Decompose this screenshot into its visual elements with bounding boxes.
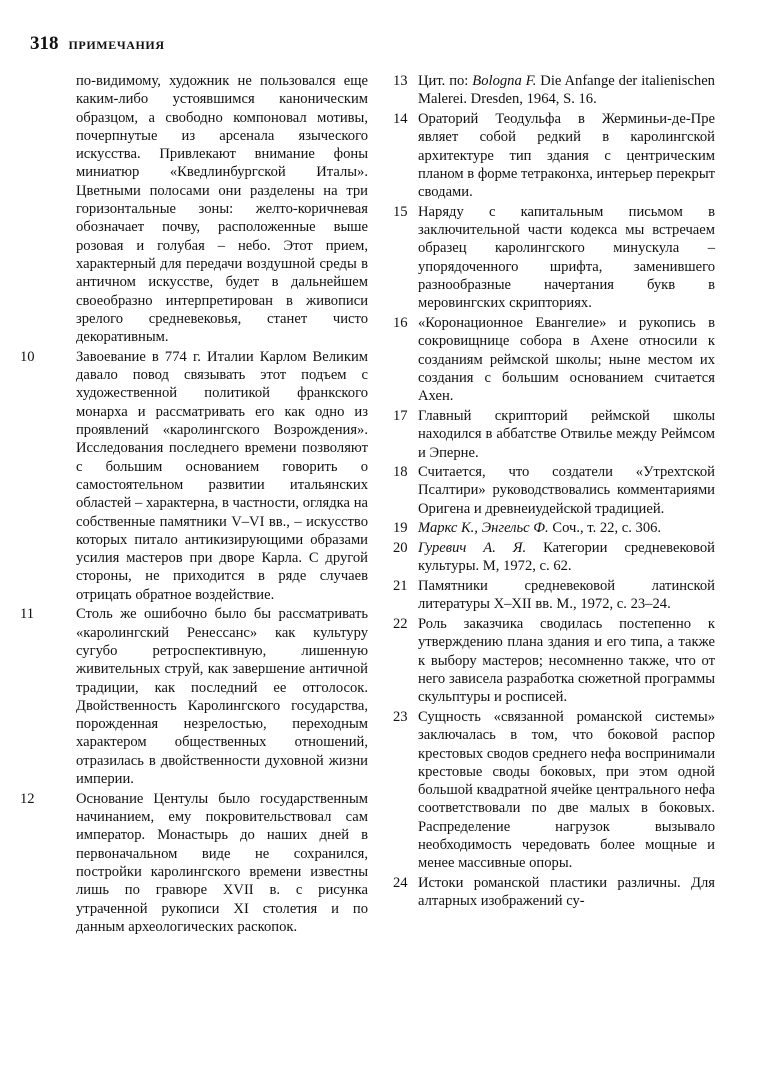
note-18 (393, 463, 715, 518)
note-17 (393, 407, 715, 462)
note-22 (393, 615, 715, 706)
note-text: Завоевание в 774 г. Италии Карлом Великим давало повод связывать этот подъем с художественной политикой франкского монарха и рассматривать его как одно из проявлений «каролингского Возрождения». Исследования последнего времени позволяют с большим основанием говорить о самостоятельном развитии итальянских областей – характерна, в частности, оглядка на собственные памятники V–VI вв., – искусство которых питало антикизирующими образами усилия мастеров при дворе Карла. С другой стороны, не приходится в ряде случаев отрицать обратное воздействие. (76, 348, 368, 603)
note-text: Гуревич А. Я. Категории средневековой культуры. М, 1972, с. 62. (418, 540, 715, 575)
note-number: 16 (393, 315, 408, 332)
note-20 (393, 539, 715, 576)
note-text: Считается, что создатели «Утрехтской Псалтири» руководствовались комментариями Оригена и древнеиудейской традицией. (418, 464, 715, 517)
note-author: Маркс К., Энгельс Ф. (418, 520, 549, 537)
note-text: Роль заказчика сводилась постепенно к утверждению плана здания и его типа, а также к выбору мастеров; несомненно также, что от него зависела разработка сюжетной программы скульптуры и росписей. (418, 616, 715, 706)
note-author: Bologna F. (472, 73, 537, 89)
note-12 (22, 790, 368, 936)
note-text: Цит. по: Bologna F. Die Anfange der italienischen Malerei. Dresden, 1964, S. 16. (418, 73, 715, 108)
note-number: 18 (393, 464, 408, 481)
right-column (393, 72, 715, 912)
left-column (22, 72, 368, 938)
note-16 (393, 314, 715, 405)
note-text: «Коронационное Евангелие» и рукопись в сокровищнице собора в Ахене относили к созданиям реймской школы; ныне местом их создания с большим основанием считается Ахен. (418, 315, 715, 405)
note-text: Основание Центулы было государственным начинанием, ему покровительствовал сам император. Монастырь до наших дней в первоначальном виде не сохранился, постройки каролингского времени известны лишь по гравюре XVII в. с рисунка утраченной рукописи XI столетия и по данным археологических раскопок. (76, 790, 368, 935)
note-23 (393, 708, 715, 873)
note-number: 11 (20, 606, 35, 623)
running-title: ПРИМЕЧАНИЯ (68, 38, 165, 52)
note-number: 21 (393, 578, 408, 595)
note-author: Гуревич А. Я. (418, 540, 527, 557)
note-text: по-видимому, художник не пользовался еще каким-либо устоявшимся каноническим образцом, а свободно компоновал мотивы, почерпнутые из арсенала языческого искусства. Привлекают внимание фоны миниатюр «Кведлинбургской Италы». Цветными полосами они разделены на три горизонтальные зоны: желто-коричневая обозначает почву, расположенные выше розовая и голубая – небо. Этот прием, характерный для передачи воздушной среды в античном искусстве, будет в дальнейшем своеобразно интерпретирован в живописи зрелого средневековья, станет чисто декоративным. (76, 73, 368, 346)
note-text: Oраторий Теодульфа в Жерминьи-де-Пре являет собой редкий в каролингской архитектуре тип здания с центрическим планом в форме тетраконха, интерьер перекрыт сводами. (418, 110, 716, 201)
note-text: Главный скрипторий реймской школы находился в аббатстве Отвильe между Реймсом и Эперне. (418, 407, 715, 461)
note-text: Сущность «связанной романской системы» заключалась в том, что боковой распор крестовых сводов среднего нефа воспринимали крестовые своды боковых, при этом одной большой квадратной ячейке центрального нефа соответствовали по две малых в боковых. Распределение нагрузок вызывало необходимость чередовать более мощные и менее массивные опоры. (418, 709, 715, 872)
note-number: 14 (393, 110, 408, 127)
note-text: Истоки романской пластики различны. Для алтарных изображений су- (418, 875, 715, 910)
note-10 (22, 348, 368, 604)
note-number: 20 (393, 540, 408, 557)
note-number: 12 (20, 790, 35, 807)
note-number: 23 (393, 709, 408, 725)
note-text: Маркс К., Энгельс Ф. Соч., т. 22, с. 306. (418, 520, 662, 537)
note-13 (393, 72, 715, 109)
note-number: 22 (393, 616, 408, 633)
note-19 (393, 519, 715, 537)
note-number: 13 (393, 73, 408, 89)
note-number: 24 (393, 875, 408, 892)
note-text: Столь же ошибочно было бы рассматривать «каролингский Ренессанс» как культуру сугубо ретроспективную, лишенную живительных струй, как завершение античной традиции, как последний ее отголосок. Двойственность Каролингского государства, порожденная незрелостью, переходным характером общественных отношений, отразилась в двойственности духовной жизни империи. (76, 606, 368, 788)
page-number: 318 (30, 33, 59, 54)
note-number: 10 (20, 348, 35, 365)
note-14 (393, 110, 715, 201)
note-number: 17 (393, 407, 408, 424)
note-text: Наряду с капитальным письмом в заключительной части кодекса мы встречаем образец каролингского минускула – упорядоченного шрифта, заменившего разнообразные начертания букв в меровингских скрипториях. (418, 203, 715, 312)
note-continuation (22, 72, 368, 346)
note-number: 15 (393, 203, 408, 220)
note-21 (393, 577, 715, 614)
note-15 (393, 203, 715, 313)
note-24 (393, 874, 715, 911)
note-text: Памятники средневековой латинской литературы X–XII вв. М., 1972, с. 23–24. (418, 578, 715, 613)
note-11 (22, 605, 368, 788)
page-header (30, 33, 165, 55)
note-number: 19 (393, 520, 408, 537)
